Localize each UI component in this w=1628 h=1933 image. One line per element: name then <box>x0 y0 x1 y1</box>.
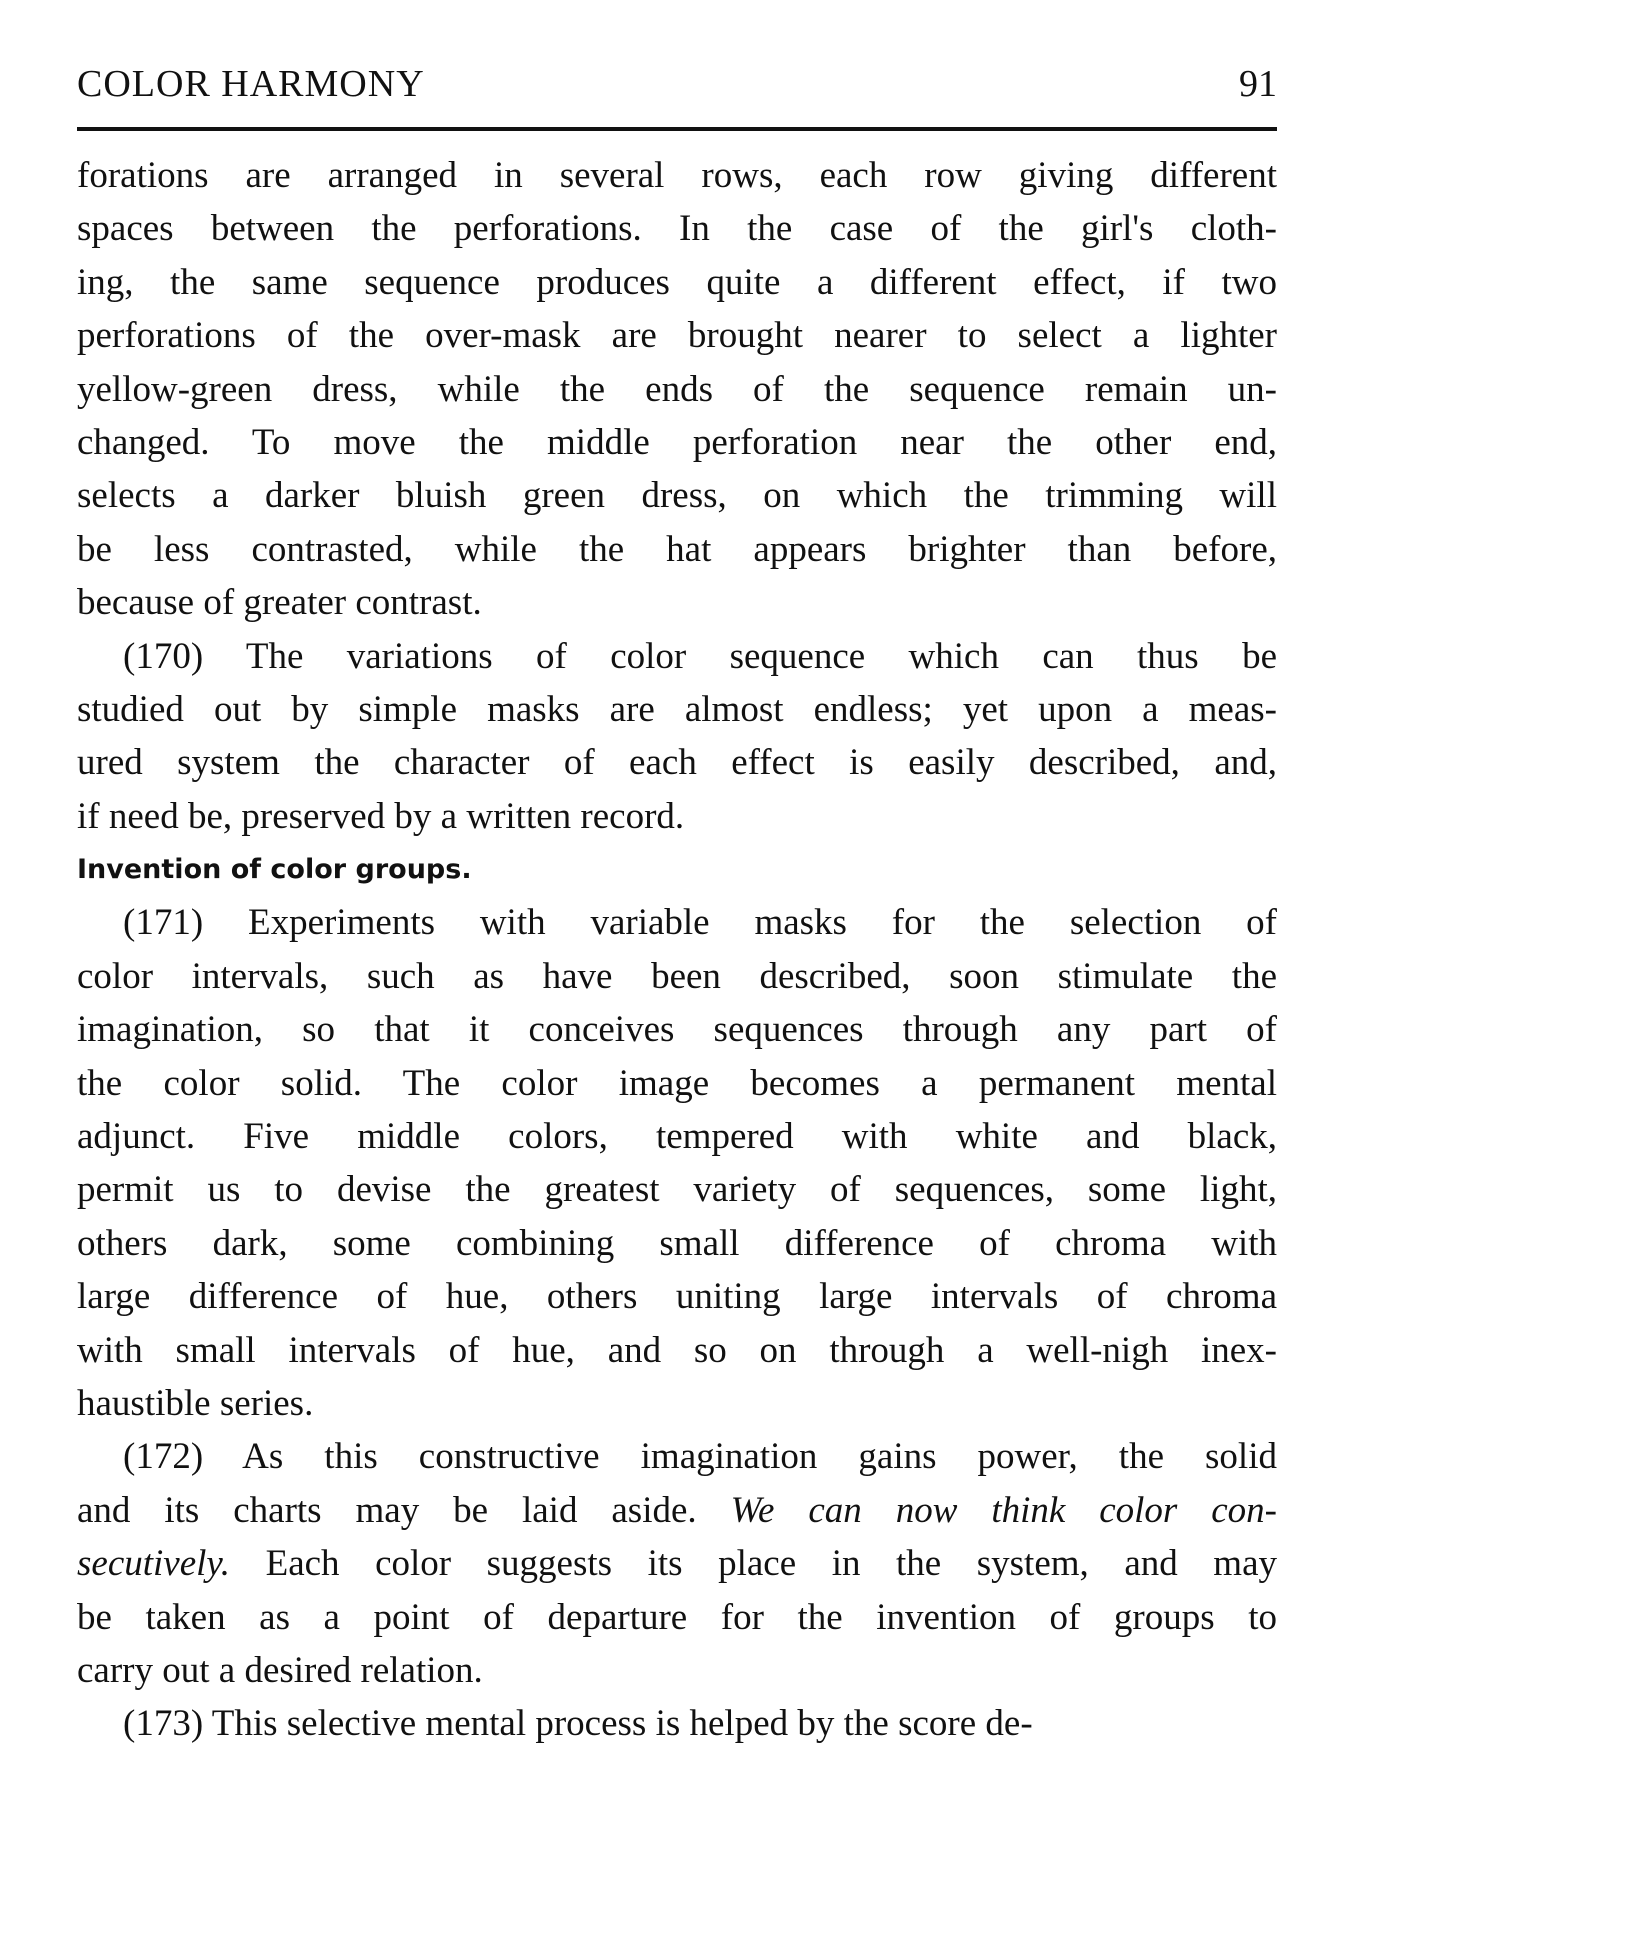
text-line: (171) Experiments with variable masks for the selection of <box>123 902 1277 944</box>
italic-text: We can now think color con- <box>730 1489 1277 1531</box>
text-line: forations are arranged in several rows, each row giving different <box>77 155 1277 196</box>
text-span: Each color suggests its place in the system, and may <box>230 1543 1277 1585</box>
text-line: large difference of hue, others uniting large intervals of chroma <box>77 1276 1277 1318</box>
text-line: haustible series. <box>77 1382 314 1424</box>
page-number: 91 <box>1239 63 1277 105</box>
text-line: ured system the character of each effect is easily described, and, <box>77 742 1277 784</box>
text-line: (173) This selective mental process is helped by the score de- <box>123 1703 1033 1745</box>
text-line: with small intervals of hue, and so on through a well-nigh inex- <box>77 1329 1277 1371</box>
paragraph <box>77 149 1277 630</box>
text-span: and its charts may be laid aside. <box>77 1489 731 1531</box>
text-line: because of greater contrast. <box>77 582 482 624</box>
text-line: color intervals, such as have been described, soon stimulate the <box>77 955 1277 997</box>
paragraph <box>77 630 1277 844</box>
text-line: (170) The variations of color sequence which can thus be <box>123 635 1277 677</box>
page-header <box>77 62 1277 112</box>
header-rule <box>77 127 1277 131</box>
text-line: imagination, so that it conceives sequences through any part of <box>77 1009 1277 1051</box>
text-line: yellow-green dress, while the ends of the sequence remain un- <box>77 368 1277 410</box>
running-title: COLOR HARMONY <box>77 63 425 105</box>
text-line: others dark, some combining small difference of chroma with <box>77 1222 1277 1264</box>
text-line <box>77 1484 1277 1537</box>
text-line: selects a darker bluish green dress, on which the trimming will <box>77 475 1277 517</box>
text-line: ing, the same sequence produces quite a different effect, if two <box>77 261 1277 303</box>
page-body <box>77 149 1277 1751</box>
text-line <box>77 1537 1277 1590</box>
paragraph <box>77 896 1277 1430</box>
text-line: permit us to devise the greatest variety of sequences, some light, <box>77 1169 1277 1211</box>
text-line: studied out by simple masks are almost endless; yet upon a meas- <box>77 688 1277 730</box>
text-line: perforations of the over-mask are brought nearer to select a lighter <box>77 315 1277 357</box>
text-line: be less contrasted, while the hat appears brighter than before, <box>77 528 1277 570</box>
section-heading: Invention of color groups. <box>77 854 472 886</box>
text-line: adjunct. Five middle colors, tempered with white and black, <box>77 1116 1277 1158</box>
text-line: if need be, preserved by a written record. <box>77 795 685 837</box>
text-line: be taken as a point of departure for the invention of groups to <box>77 1596 1277 1638</box>
paragraph <box>77 1430 1277 1697</box>
paragraph <box>77 1697 1277 1750</box>
text-line: carry out a desired relation. <box>77 1649 483 1691</box>
text-line: the color solid. The color image becomes a permanent mental <box>77 1062 1277 1104</box>
text-line: spaces between the perforations. In the case of the girl's cloth- <box>77 208 1277 250</box>
text-line: (172) As this constructive imagination gains power, the solid <box>123 1436 1277 1478</box>
text-line: changed. To move the middle perforation near the other end, <box>77 421 1277 463</box>
italic-text: secutively. <box>77 1543 231 1585</box>
